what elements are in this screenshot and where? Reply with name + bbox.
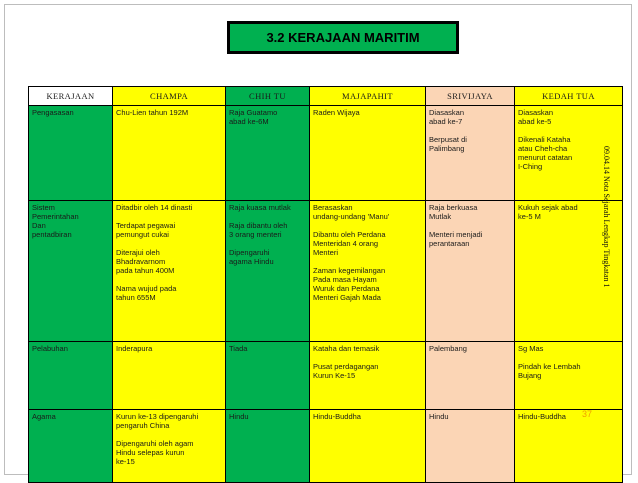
cell-text-line: Inderapura [116,344,153,353]
cell-text-line: Raja berkuasa [429,203,478,212]
cell-text-line: Hindu-Buddha [313,412,361,421]
cell-majapahit [310,342,426,410]
cell-text-line: Dibantu oleh Perdana [313,230,386,239]
cell-srivijaya [426,342,515,410]
cell-text-line: ke-5 M [518,212,541,221]
cell-text-line: Mutlak [429,212,452,221]
cell-text-line: Sistem [32,203,55,212]
cell-text-line: Raden Wijaya [313,108,360,117]
cell-text-line: abad ke-5 [518,117,552,126]
line-gap [313,353,422,362]
cell-text-line: Bujang [518,371,542,380]
cell-text-line: Hindu selepas kurun [116,448,185,457]
cell-text-line: Raja kuasa mutlak [229,203,291,212]
cell-text-line: Hindu-Buddha [518,412,566,421]
title-box [227,21,459,54]
cell-majapahit [310,106,426,201]
cell-text-line: pemungut cukai [116,230,169,239]
cell-text-line: pentadbiran [32,230,72,239]
line-gap [313,257,422,266]
cell-text-line: Bhadravarnom [116,257,166,266]
cell-text-line: ke-15 [116,457,135,466]
cell-text-line: Raja dibantu oleh [229,221,288,230]
cell-champa [113,201,226,342]
cell-text-line: Pusat perdagangan [313,362,379,371]
line-gap [429,221,511,230]
cell-text-line: Zaman kegemilangan [313,266,386,275]
row-label-cell [29,410,113,483]
line-gap [313,221,422,230]
cell-text-line: agama Hindu [229,257,274,266]
page-title: 3.2 KERAJAAN MARITIM [230,24,456,51]
cell-text-line: Pada masa Hayam [313,275,377,284]
cell-text-line: 3 orang menteri [229,230,282,239]
cell-chih-tu [226,106,310,201]
cell-text-line: Dipengaruhi oleh agam [116,439,194,448]
cell-text-line: Kurun ke-13 dipengaruhi [116,412,199,421]
cell-text-line: menurut catatan [518,153,573,162]
line-gap [518,126,619,135]
cell-text-line: Diterajui oleh [116,248,160,257]
cell-text-line: Diasaskan [518,108,554,117]
cell-text-line: Palembang [429,344,467,353]
cell-text-line: Dipengaruhi [229,248,270,257]
cell-srivijaya [426,201,515,342]
cell-kedah-tua [515,342,623,410]
line-gap [429,126,511,135]
row-label-cell [29,106,113,201]
cell-text-line: Diasaskan [429,108,465,117]
cell-champa [113,410,226,483]
header-kedah-tua: KEDAH TUA [515,87,623,106]
cell-text-line: Pelabuhan [32,344,68,353]
table-row [29,342,623,410]
header-chih-tu: CHIH TU [226,87,310,106]
cell-text-line: Menteri Gajah Mada [313,293,381,302]
cell-text-line: Berpusat di [429,135,467,144]
line-gap [116,275,222,284]
cell-text-line: Pindah ke Lembah [518,362,581,371]
cell-text-line: Hindu [429,412,449,421]
cell-text-line: tahun 655M [116,293,156,302]
cell-text-line: pada tahun 400M [116,266,175,275]
cell-text-line: undang-undang 'Manu' [313,212,390,221]
cell-chih-tu [226,410,310,483]
cell-text-line: Chu-Lien tahun 192M [116,108,189,117]
cell-text-line: perantaraan [429,239,470,248]
cell-text-line: pengaruh China [116,421,170,430]
cell-text-line: Wuruk dan Perdana [313,284,380,293]
cell-majapahit [310,410,426,483]
cell-text-line: Raja Guatamo [229,108,278,117]
side-note: 09.04.14 Nota Sejarah Lengkap Tingkatan 1 [602,146,611,288]
kingdoms-table [28,86,623,483]
row-label-cell [29,342,113,410]
cell-srivijaya [426,106,515,201]
cell-text-line: Dan [32,221,46,230]
cell-text-line: Menteri [313,248,339,257]
cell-kedah-tua [515,410,623,483]
cell-text-line: I-Ching [518,162,543,171]
page-number: 37 [582,409,593,419]
cell-text-line: Kurun Ke-15 [313,371,356,380]
cell-text-line: abad ke-7 [429,117,463,126]
line-gap [229,239,306,248]
row-label-cell [29,201,113,342]
cell-chih-tu [226,201,310,342]
table-row [29,201,623,342]
header-srivijaya: SRIVIJAYA [426,87,515,106]
cell-text-line: Palimbang [429,144,465,153]
cell-text-line: Tiada [229,344,248,353]
cell-text-line: Terdapat pegawai [116,221,176,230]
cell-text-line: atau Cheh-cha [518,144,568,153]
cell-text-line: Agama [32,412,56,421]
line-gap [116,430,222,439]
cell-text-line: Sg Mas [518,344,544,353]
cell-text-line: Nama wujud pada [116,284,177,293]
cell-champa [113,106,226,201]
cell-chih-tu [226,342,310,410]
cell-text-line: Pemerintahan [32,212,79,221]
cell-majapahit [310,201,426,342]
table-row [29,106,623,201]
cell-text-line: Pengasasan [32,108,74,117]
header-row [29,87,623,106]
line-gap [116,239,222,248]
header-champa: CHAMPA [113,87,226,106]
cell-text-line: Ditadbir oleh 14 dinasti [116,203,193,212]
cell-text-line: Menteri menjadi [429,230,483,239]
line-gap [229,212,306,221]
cell-text-line: abad ke-6M [229,117,269,126]
cell-text-line: Berasaskan [313,203,353,212]
cell-text-line: Dikenali Kataha [518,135,571,144]
table-row [29,410,623,483]
cell-champa [113,342,226,410]
line-gap [116,212,222,221]
cell-text-line: Menteridan 4 orang [313,239,379,248]
cell-srivijaya [426,410,515,483]
cell-text-line: Kukuh sejak abad [518,203,578,212]
cell-text-line: Hindu [229,412,249,421]
cell-text-line: Kataha dan temasik [313,344,380,353]
header-majapahit: MAJAPAHIT [310,87,426,106]
line-gap [518,353,619,362]
header-kerajaan: KERAJAAN [29,87,113,106]
